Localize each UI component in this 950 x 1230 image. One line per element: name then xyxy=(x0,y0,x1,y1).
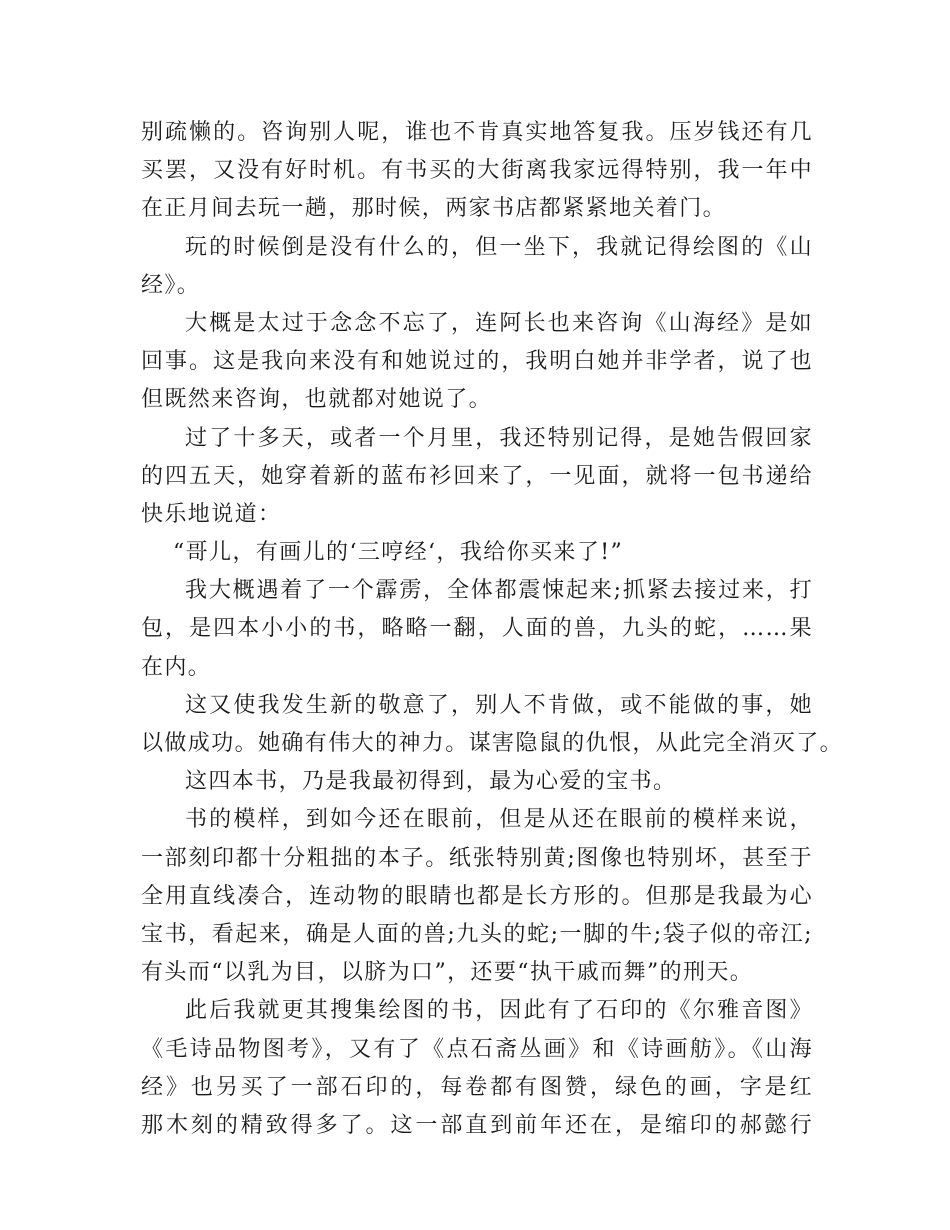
body-text xyxy=(141,114,844,1145)
text-line: 在内。 xyxy=(141,654,212,680)
text-line: 一部刻印都十分粗拙的本子。纸张特别黄;图像也特别坏，甚至于 xyxy=(141,845,813,871)
text-line: 经》。 xyxy=(141,272,201,298)
text-line: 《毛诗品物图考》，又有了《点石斋丛画》和《诗画舫》。《山海 xyxy=(141,1036,813,1062)
text-line: 全用直线凑合，连动物的眼睛也都是长方形的。但那是我最为心 xyxy=(141,883,813,909)
text-line: 那木刻的精致得多了。这一部直到前年还在，是缩印的郝懿行 xyxy=(141,1112,813,1138)
text-line: 经》也另买了一部石印的，每卷都有图赞，绿色的画，字是红 xyxy=(141,1074,813,1100)
text-line: 回事。这是我向来没有和她说过的，我明白她并非学者，说了也 xyxy=(141,349,813,375)
paragraph-first-line: 过了十多天，或者一个月里，我还特别记得，是她告假回家 xyxy=(185,425,813,451)
paragraph-first-line: 玩的时候倒是没有什么的，但一坐下，我就记得绘图的《山 xyxy=(185,234,813,260)
text-line: 以做成功。她确有伟大的神力。谋害隐鼠的仇恨，从此完全消灭了。 xyxy=(141,731,844,756)
quote-line: “哥儿，有画儿的‘三哼经‘，我给你买来了!” xyxy=(173,540,624,566)
paragraph-first-line: 这又使我发生新的敬意了，别人不肯做，或不能做的事，她 xyxy=(185,692,813,718)
text-line: 买罢，又没有好时机。有书买的大街离我家远得特别，我一年中 xyxy=(141,158,813,184)
text-line: 包，是四本小小的书，略略一翻，人面的兽，九头的蛇，……果 xyxy=(141,616,813,642)
text-line: 但既然来咨询，也就都对她说了。 xyxy=(141,387,493,413)
paragraph-first-line: 书的模样，到如今还在眼前，但是从还在眼前的模样来说， xyxy=(185,807,813,833)
paragraph-first-line: 这四本书，乃是我最初得到，最为心爱的宝书。 xyxy=(185,769,677,795)
text-line: 在正月间去玩一趟，那时候，两家书店都紧紧地关着门。 xyxy=(141,196,727,222)
paragraph-first-line: 我大概遇着了一个霹雳，全体都震悚起来;抓紧去接过来，打 xyxy=(185,578,813,604)
text-line: 别疏懒的。咨询别人呢，谁也不肯真实地答复我。压岁钱还有几 xyxy=(141,120,813,145)
text-line: 快乐地说道： xyxy=(141,501,282,527)
text-line: 宝书，看起来，确是人面的兽;九头的蛇;一脚的牛;袋子似的帝江; xyxy=(141,921,813,947)
text-line: 有头而“以乳为目，以脐为口”，还要“执干戚而舞”的刑天。 xyxy=(141,960,754,986)
paragraph-first-line: 此后我就更其搜集绘图的书，因此有了石印的《尔雅音图》 xyxy=(185,998,813,1024)
text-line: 的四五天，她穿着新的蓝布衫回来了，一见面，就将一包书递给 xyxy=(141,463,813,489)
paragraph-first-line: 大概是太过于念念不忘了，连阿长也来咨询《山海经》是如 xyxy=(185,310,813,336)
